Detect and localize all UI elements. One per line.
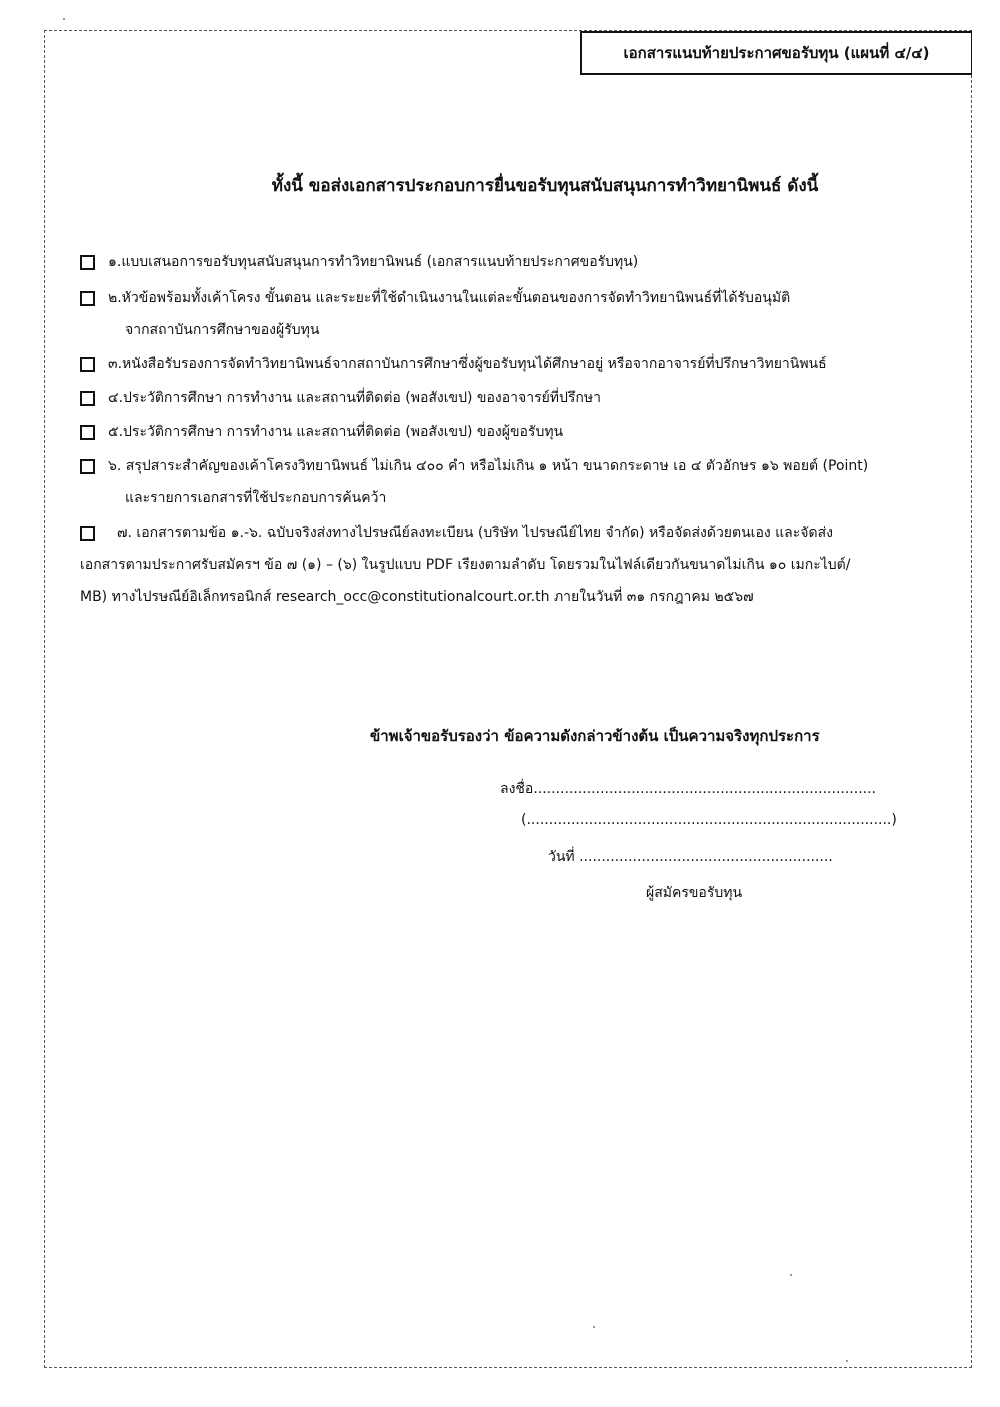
checklist-item-2 xyxy=(80,282,950,346)
checklist-item-text-continued: MB) ทางไปรษณีย์อิเล็กทรอนิกส์ research_occ@constitutionalcourt.or.th ภายในวันที่ ๓๑ กรกฎาคม ๒๕๖๗ xyxy=(80,589,754,605)
checkbox[interactable] xyxy=(80,357,95,372)
page-border xyxy=(44,30,972,1368)
checklist-item-6 xyxy=(80,450,950,514)
checklist-item-text-continued: จากสถาบันการศึกษาของผู้รับทุน xyxy=(125,322,320,338)
signature-line[interactable]: ลงชื่อ............................................................................. xyxy=(500,781,876,797)
scan-speck xyxy=(846,1360,848,1362)
checklist-item-5 xyxy=(80,416,950,448)
checklist-item-text: ๒.หัวข้อพร้อมทั้งเค้าโครง ขั้นตอน และระยะที่ใช้ดำเนินงานในแต่ละขั้นตอนของการจัดทำวิทยานิพนธ์ที่ได้รับอนุมัติ xyxy=(108,290,791,306)
checklist-item-text: ๕.ประวัติการศึกษา การทำงาน และสถานที่ติดต่อ (พอสังเขป) ของผู้ขอรับทุน xyxy=(108,424,564,440)
checkbox[interactable] xyxy=(80,291,95,306)
checklist-item-7 xyxy=(80,517,970,613)
attachment-header-label: เอกสารแนบท้ายประกาศขอรับทุน (แผนที่ ๔/๔) xyxy=(580,31,972,75)
printed-name-line[interactable]: (..................................................................................) xyxy=(521,812,897,828)
checklist-item-text: ๓.หนังสือรับรองการจัดทำวิทยานิพนธ์จากสถาบันการศึกษาซึ่งผู้ขอรับทุนได้ศึกษาอยู่ หรือจากอาจารย์ที่ปรึกษาวิทยานิพนธ์ xyxy=(108,356,827,372)
checkbox[interactable] xyxy=(80,255,95,270)
checklist-item-text: ๔.ประวัติการศึกษา การทำงาน และสถานที่ติดต่อ (พอสังเขป) ของอาจารย์ที่ปรึกษา xyxy=(108,390,601,406)
checklist-item-1 xyxy=(80,246,950,278)
checklist-item-text-continued: เอกสารตามประกาศรับสมัครฯ ข้อ ๗ (๑) – (๖) ในรูปแบบ PDF เรียงตามลำดับ โดยรวมในไฟล์เดียวกันขนาดไม่เกิน ๑๐ เมกะไบต์/ xyxy=(80,557,851,573)
applicant-role-label: ผู้สมัครขอรับทุน xyxy=(646,885,743,901)
scan-speck xyxy=(593,1326,595,1328)
checkbox[interactable] xyxy=(80,459,95,474)
checkbox[interactable] xyxy=(80,526,95,541)
checkbox[interactable] xyxy=(80,391,95,406)
scan-speck xyxy=(790,1274,792,1276)
checklist-item-text: ๑.แบบเสนอการขอรับทุนสนับสนุนการทำวิทยานิพนธ์ (เอกสารแนบท้ายประกาศขอรับทุน) xyxy=(108,254,639,270)
certification-statement: ข้าพเจ้าขอรับรองว่า ข้อความดังกล่าวข้างต้น เป็นความจริงทุกประการ xyxy=(370,727,820,745)
checkbox[interactable] xyxy=(80,425,95,440)
page-title: ทั้งนี้ ขอส่งเอกสารประกอบการยื่นขอรับทุนสนับสนุนการทำวิทยานิพนธ์ ดังนี้ xyxy=(271,176,819,196)
checklist-item-3 xyxy=(80,348,950,380)
checklist-item-4 xyxy=(80,382,950,414)
scan-speck xyxy=(63,18,65,20)
checklist-item-text: ๖. สรุปสาระสำคัญของเค้าโครงวิทยานิพนธ์ ไม่เกิน ๔๐๐ คำ หรือไม่เกิน ๑ หน้า ขนาดกระดาษ เอ ๔ ตัวอักษร ๑๖ พอยต์ (Point) xyxy=(108,458,869,474)
date-line[interactable]: วันที่ ......................................................... xyxy=(548,849,833,865)
checklist-item-text: ๗. เอกสารตามข้อ ๑.-๖. ฉบับจริงส่งทางไปรษณีย์ลงทะเบียน (บริษัท ไปรษณีย์ไทย จำกัด) หรือจัดส่งด้วยตนเอง และจัดส่ง xyxy=(117,525,833,541)
checklist-item-text-continued: และรายการเอกสารที่ใช้ประกอบการค้นคว้า xyxy=(125,490,387,506)
